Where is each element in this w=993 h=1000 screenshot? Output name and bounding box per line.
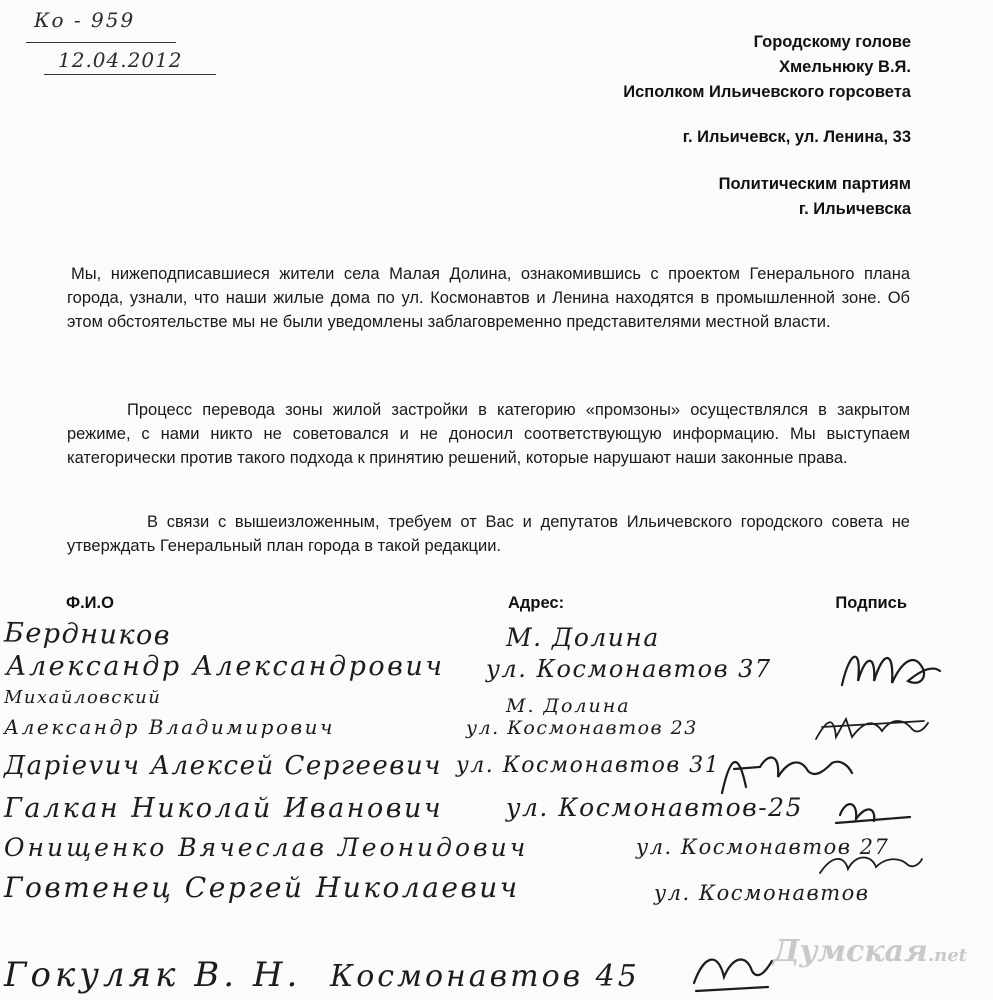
signatory-7-street: Космонавтов 45 [330,959,640,994]
watermark-main: Думская [772,934,928,969]
signatory-4-street: ул. Космонавтов-25 [506,793,803,822]
addressee-line-5: г. Ильичевска [798,200,911,218]
body-paragraph-3: В связи с вышеизложенным, требуем от Вас и депутатов Ильичевского городского совета не утверждать Генеральный план города в такой редакции. [67,513,910,555]
signatory-2-street: ул. Космонавтов 23 [466,717,698,739]
signatory-5-name: Онищенко Вячеслав Леонидович [4,833,529,862]
addressee-line-2: Хмельнюку В.Я. [778,58,911,76]
signatory-4-name: Галкан Николай Иванович [4,793,444,824]
header-name: Ф.И.О [66,594,114,612]
signatory-2-village: М. Долина [506,695,631,717]
signatory-1-name: Александр Александрович [6,651,445,682]
registration-date: 12.04.2012 [58,48,183,72]
addressee-line-4: Политическим партиям [718,175,911,193]
watermark [773,934,967,969]
signatory-7-signature [688,941,778,997]
signatory-2-name: Александр Владимирович [4,715,335,739]
addressee-line-1: Городскому голове [753,33,911,51]
header-signature: Подпись [835,594,907,612]
signatory-1-signature [836,641,946,695]
registration-underline [26,42,176,43]
registration-date-underline [44,74,216,75]
body-paragraph-2: Процесс перевода зоны жилой застройки в категорию «промзоны» осуществлялся в закрытом режиме, с нами никто не советовался и не доносил соответствующую информацию. Мы выступаем категорически против такого подхода к принятию решений, которые нарушают наши законные права. [67,401,910,467]
signatory-6-signature [816,845,926,885]
signatory-2-surname: Михайловский [4,687,162,708]
signatory-4-signature [834,793,914,833]
addressee-line-3: Исполком Ильичевского горсовета [623,83,911,101]
signatory-3-street: ул. Космонавтов 31 [456,753,721,778]
signatory-1-street: ул. Космонавтов 37 [486,655,772,683]
signatory-1-village: М. Долина [506,623,660,652]
registration-number: Ко - 959 [34,8,136,32]
signatory-1-surname: Бердников [3,617,172,652]
signatory-6-name: Говтенец Сергей Николаевич [4,871,520,904]
header-address: Адрес: [508,594,565,612]
watermark-tld: .net [927,945,967,966]
signatory-3-name: Дарievич Алексей Сергеевич [4,751,442,781]
body-paragraph-1: Мы, нижеподписавшиеся жители села Малая Долина, ознакомившись с проектом Генерального плана города, узнали, что наши жилые дома по ул. Космонавтов и Ленина находятся в промышленной зоне. Об этом обстоятельстве мы не были уведомлены заблаговременно представителями местной власти. [67,265,910,331]
addressee-address: г. Ильичевск, ул. Ленина, 33 [682,128,911,146]
signatory-5-street: ул. Космонавтов 27 [636,835,890,859]
signatory-6-street: ул. Космонавтов [654,881,870,905]
signatory-3-signature [716,743,856,799]
signatory-7-name: Гокуляк В. Н. [4,955,302,995]
